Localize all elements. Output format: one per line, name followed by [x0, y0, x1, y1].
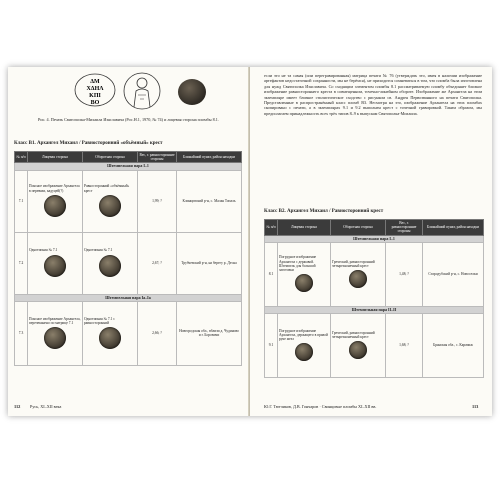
- coin-reverse-image: [99, 327, 121, 349]
- book-spread: [8, 67, 492, 416]
- reverse-cell: [331, 242, 386, 306]
- reverse-cell: [331, 314, 386, 378]
- running-title: Ю.Г. Тютчиков, Д.В. Гончаров · Свинцовые пломбы XI–XII вв.: [264, 404, 377, 409]
- seal-inscription-drawing: [74, 73, 116, 107]
- table-row: [265, 314, 484, 378]
- weight-cell: 2,67; ?: [138, 232, 177, 294]
- coin-reverse-image: [349, 341, 367, 359]
- seal-legend-line-3: ΚΠΙ: [89, 93, 101, 99]
- reverse-cell: [83, 232, 138, 294]
- weight-cell: 1,99; ?: [138, 170, 177, 232]
- seal-legend-line-4: ΒΟ: [90, 100, 100, 106]
- series-row: [265, 235, 484, 242]
- series-label: Штемпельная пара I–1: [265, 235, 484, 242]
- col-header-reverse: Оборотная сторона: [83, 152, 138, 163]
- findspot-cell: Брянская обл., с. Карачиж: [423, 314, 484, 378]
- col-header-findspot: Ближайший пункт, район находки: [423, 220, 484, 236]
- findspot-cell: Стародубский р-н, с. Новоселки: [423, 242, 484, 306]
- findspot-cell: Трубчевский р-н, на берегу р. Десна: [177, 232, 242, 294]
- col-header-weight: Вес, г. равносторонние стороны: [139, 153, 175, 162]
- figure-caption: Рис. 4. Печать Святополка-Михаила Изяславича (Рос.Н.1, 1970, № 74) и лицевая сторона пломбы 8.1.: [38, 117, 219, 122]
- series-label: Штемпельная пара I–1: [15, 163, 242, 170]
- series-row: [15, 294, 242, 301]
- class-title: Класс В1. Архангел Михаил / Равносторонний «объёмный» крест: [14, 141, 163, 146]
- table-header-row: [265, 220, 484, 236]
- body-paragraph: если это не та самая (или перегравированная) матрица печати № 76 (утверждать это, имея в наличии изображение артефактов недостаточной сохранности, мы не берёмся), не приходится сомневаться в том, что пломба была изготовлена для нужд Святополка Изяславича. Со сходящим элементом пломбы 8.1 рассматриваемую пломбу объединяет близкое изображение равностороннего креста в совмещенном, точечно-линейном обороте. Изображение же Архангела на этом экземпляре имеет близкое стилистическое сходство с рисунком св. Андрея Первозванного на печати Святополка. Представленные в распространённый класс пломб В3. Несмотря на это, изображение Архангела на этих пломбах скопировано с печати, а в экземплярах 9.1 и 9.2 выполнен крест с точечной гравировкой. Таким образом, мы предполагаем принадлежность всех трёх типов 8–9 к выпускам Святополка-Михаила.: [264, 73, 482, 116]
- reverse-text: Однотипная № 7.1: [84, 248, 113, 253]
- obverse-text: Погрудное изображение Архангела, держащего в правой руке жезл: [279, 328, 328, 342]
- coin-reverse-image: [349, 270, 367, 288]
- col-header-number: № п/п: [265, 220, 278, 236]
- class-title: Класс В2. Архангел Михаил / Равносторонний крест: [264, 209, 384, 214]
- table-header-row: [15, 152, 242, 163]
- col-header-findspot: Ближайший пункт, район находки: [177, 152, 242, 163]
- obverse-text: Поясное изображение Архангела, перечеканено по матрице 7.1: [29, 316, 81, 325]
- right-page: [250, 67, 492, 416]
- coin-obverse-image: [295, 274, 313, 292]
- weight-cell: 1,48; ?: [386, 242, 423, 306]
- obverse-text: Поясное изображение Архангела в перевязи, кадуцей(?): [29, 184, 80, 193]
- reverse-text: Греческий, равносторонний четырехконечный крест: [332, 330, 375, 339]
- row-number: 7.3: [15, 301, 28, 365]
- col-header-weight: Вес, г. равносторонние стороны: [386, 220, 423, 236]
- running-title: Русь, XI–XII века: [30, 404, 62, 409]
- table-row: [15, 170, 242, 232]
- page-number: 113: [472, 404, 479, 409]
- col-header-reverse: Оборотная сторона: [331, 220, 386, 236]
- coin-reverse-image: [99, 195, 121, 217]
- seal-legend-line-1: ΔΜ: [90, 79, 100, 85]
- saint-figure-drawing: [122, 71, 162, 111]
- obverse-text: Однотипная № 7.1: [29, 248, 58, 253]
- left-page: [8, 67, 250, 416]
- reverse-text: Равносторонний «объёмный» крест: [84, 184, 130, 193]
- seal-photo: [178, 79, 206, 105]
- table-row: [15, 232, 242, 294]
- coin-obverse-image: [44, 327, 66, 349]
- series-row: [15, 163, 242, 170]
- weight-cell: 2,66; ?: [138, 301, 177, 365]
- catalog-table: [14, 151, 242, 366]
- reverse-cell: [83, 170, 138, 232]
- catalog-table: [264, 219, 484, 378]
- row-number: 7.1: [15, 170, 28, 232]
- reverse-cell: [83, 301, 138, 365]
- col-header-number: № п/п: [15, 152, 28, 163]
- seal-legend-line-2: ΧΔΗΛ: [86, 86, 104, 92]
- obverse-cell: [28, 170, 83, 232]
- obverse-cell: [278, 242, 331, 306]
- series-row: [265, 306, 484, 313]
- coin-reverse-image: [99, 255, 121, 277]
- series-label: Штемпельная пара II–II: [265, 306, 484, 313]
- reverse-text: Однотипная № 7.1 с равносторонний: [84, 316, 115, 325]
- col-header-obverse: Лицевая сторона: [28, 152, 83, 163]
- row-number: 8.1: [265, 242, 278, 306]
- findspot-cell: Клинцовский р-н, с. Малая Топаль: [177, 170, 242, 232]
- coin-obverse-image: [295, 343, 313, 361]
- obverse-text: Погрудное изображение Архангела с державой. Штемпель для большой заготовки: [279, 255, 317, 272]
- col-header-obverse: Лицевая сторона: [278, 220, 331, 236]
- obverse-cell: [278, 314, 331, 378]
- table-row: [15, 301, 242, 365]
- coin-obverse-image: [44, 195, 66, 217]
- obverse-cell: [28, 232, 83, 294]
- weight-cell: 1,68; ?: [386, 314, 423, 378]
- obverse-cell: [28, 301, 83, 365]
- series-label: Штемпельная пара Ia–Ia: [15, 294, 242, 301]
- coin-obverse-image: [44, 255, 66, 277]
- page-number: 112: [14, 404, 21, 409]
- findspot-cell: Новгородская обл., вблизи д. Чудиново и г. Боровичи: [177, 301, 242, 365]
- row-number: 9.1: [265, 314, 278, 378]
- reverse-text: Греческий, равносторонний четырехконечный крест: [332, 259, 375, 268]
- row-number: 7.2: [15, 232, 28, 294]
- table-row: [265, 242, 484, 306]
